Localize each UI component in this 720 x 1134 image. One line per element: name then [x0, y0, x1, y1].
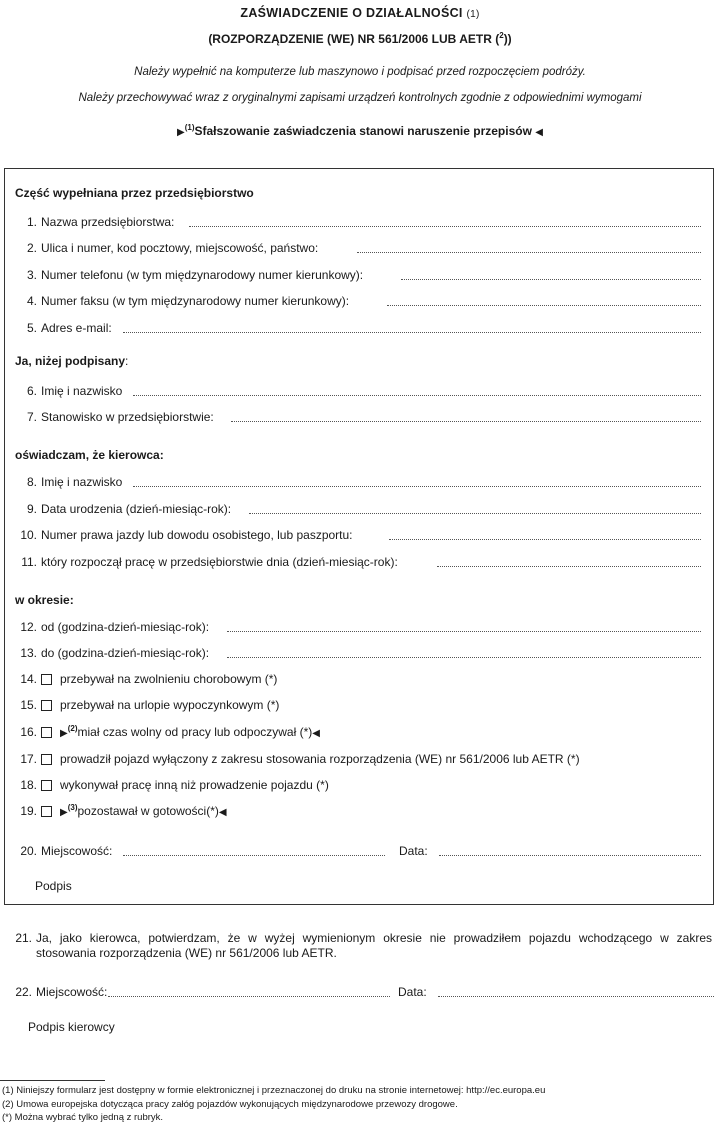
company-form-box: [4, 168, 714, 905]
field-label: Numer telefonu (w tym międzynarodowy numer kierunkowy):: [41, 268, 364, 282]
checkbox[interactable]: [41, 806, 52, 817]
check-sick-leave: 14. przebywał na zwolnieniu chorobowym (*): [20, 672, 278, 686]
fill-line[interactable]: [123, 332, 701, 333]
check-availability: 19. ▶$^{(3)}$pozostawał w gotowości(*)◀: [20, 803, 227, 818]
field-signer-position: 7. Stanowisko w przedsiębiorstwie:: [5, 409, 713, 425]
date-label: Data:: [398, 985, 427, 999]
fill-line[interactable]: [387, 305, 701, 306]
triangle-left-icon: ◀: [535, 127, 543, 138]
fill-line[interactable]: [249, 513, 701, 514]
driver-confirmation-line2: stosowania rozporządzenia (WE) nr 561/2006 lub AETR.: [36, 946, 337, 960]
fill-line[interactable]: [357, 252, 701, 253]
fill-line[interactable]: [133, 395, 701, 396]
footnote-ref: 2: [499, 31, 504, 40]
triangle-left-icon: ◀: [218, 807, 227, 818]
driver-signature-label: Podpis kierowcy: [28, 1020, 115, 1034]
fill-line[interactable]: [189, 226, 701, 227]
triangle-right-icon: ▶: [60, 807, 68, 818]
field-driver-birthdate: 9. Data urodzenia (dzień-miesiąc-rok):: [5, 501, 713, 517]
check-other-work: 18. wykonywał pracę inną niż prowadzenie pojazdu (*): [20, 778, 329, 792]
checkbox[interactable]: [41, 780, 52, 791]
fill-line-place[interactable]: [123, 855, 385, 856]
field-label: który rozpoczął pracę w przedsiębiorstwie dnia (dzień-miesiąc-rok):: [41, 555, 398, 569]
driver-place-date: 22. Miejscowość: Data:: [4, 984, 716, 1000]
field-label: Adres e-mail:: [41, 321, 112, 335]
footnote-ref: (1): [184, 123, 195, 132]
field-label: Nazwa przedsiębiorstwa:: [41, 215, 175, 229]
date-label: Data:: [399, 844, 428, 858]
field-fax: 4. Numer faksu (w tym międzynarodowy numer kierunkowy):: [5, 293, 713, 309]
place-label: Miejscowość:: [36, 985, 108, 999]
field-label: Imię i nazwisko: [41, 384, 123, 398]
section-company-heading: Część wypełniana przez przedsiębiorstwo: [15, 186, 254, 200]
fill-line[interactable]: [227, 631, 701, 632]
signature-label: Podpis: [35, 879, 72, 893]
fill-line[interactable]: [227, 657, 701, 658]
field-label: Ulica i numer, kod pocztowy, miejscowość, państwo:: [41, 241, 319, 255]
form-subtitle: (ROZPORZĄDZENIE (WE) NR 561/2006 LUB AETR ($^2$)): [208, 31, 512, 46]
field-signer-name: 6. Imię i nazwisko: [5, 383, 713, 399]
fill-line[interactable]: [437, 566, 701, 567]
checkbox[interactable]: [41, 674, 52, 685]
fill-line-date[interactable]: [439, 855, 701, 856]
checkbox[interactable]: [41, 754, 52, 765]
field-period-from: 12. od (godzina-dzień-miesiąc-rok):: [5, 619, 713, 635]
place-label: Miejscowość:: [41, 844, 113, 858]
driver-confirmation-line1: Ja, jako kierowca, potwierdzam, że w wyżej wymienionym okresie nie prowadziłem pojazdu wchodzącego w zakres: [36, 931, 712, 945]
footnote-ref: (2): [67, 724, 78, 733]
field-email: 5. Adres e-mail:: [5, 320, 713, 336]
footnote-ref: (3): [67, 803, 78, 812]
field-period-to: 13. do (godzina-dzień-miesiąc-rok):: [5, 645, 713, 661]
field-phone: 3. Numer telefonu (w tym międzynarodowy numer kierunkowy):: [5, 267, 713, 283]
field-driver-name: 8. Imię i nazwisko: [5, 474, 713, 490]
footnote-1: (1) Niniejszy formularz jest dostępny w formie elektronicznej i przeznaczonej do druku na stronie internetowej: http://ec.europa.eu: [2, 1085, 546, 1096]
footnote-ref: (1): [466, 9, 480, 20]
field-label: Numer faksu (w tym międzynarodowy numer kierunkowy):: [41, 294, 350, 308]
instruction-fill: Należy wypełnić na komputerze lub maszynowo i podpisać przed rozpoczęciem podróży.: [134, 66, 586, 78]
fill-line[interactable]: [231, 421, 701, 422]
checkbox[interactable]: [41, 700, 52, 711]
section-declare-heading: oświadczam, że kierowca:: [15, 448, 164, 462]
field-driver-license: 10. Numer prawa jazdy lub dowodu osobistego, lub paszportu:: [5, 527, 713, 543]
fill-line[interactable]: [389, 539, 701, 540]
field-address: 2. Ulica i numer, kod pocztowy, miejscowość, państwo:: [5, 240, 713, 256]
triangle-left-icon: ◀: [312, 728, 320, 739]
triangle-right-icon: ▶: [60, 728, 68, 739]
field-label: Numer prawa jazdy lub dowodu osobistego, lub paszportu:: [41, 528, 353, 542]
field-driver-start-date: 11. który rozpoczął pracę w przedsiębiorstwie dnia (dzień-miesiąc-rok):: [5, 554, 713, 570]
fill-line[interactable]: [401, 279, 701, 280]
field-label: do (godzina-dzień-miesiąc-rok):: [41, 646, 210, 660]
fill-line-place[interactable]: [108, 996, 390, 997]
section-undersigned-heading: Ja, niżej podpisany:: [15, 354, 129, 368]
check-rest: 16. ▶$^{(2)}$miał czas wolny od pracy lub odpoczywał (*)◀: [20, 724, 320, 739]
field-label: Data urodzenia (dzień-miesiąc-rok):: [41, 502, 232, 516]
checkbox[interactable]: [41, 727, 52, 738]
field-place-date: 20. Miejscowość: Data:: [5, 843, 713, 859]
fill-line-date[interactable]: [438, 996, 714, 997]
instruction-keep: Należy przechowywać wraz z oryginalnymi zapisami urządzeń kontrolnych zgodnie z odpowiednimi wymogami: [78, 92, 642, 104]
form-title: ZAŚWIADCZENIE O DZIAŁALNOŚCI (1): [240, 6, 480, 20]
check-exempt-vehicle: 17. prowadził pojazd wyłączony z zakresu stosowania rozporządzenia (WE) nr 561/2006 lub AETR (*): [20, 752, 580, 766]
forgery-warning: ▶$^{(1)}$Sfałszowanie zaświadczenia stanowi naruszenie przepisów ◀: [177, 123, 543, 138]
section-period-heading: w okresie:: [15, 593, 74, 607]
check-vacation: 15. przebywał na urlopie wypoczynkowym (*): [20, 698, 280, 712]
triangle-right-icon: ▶: [177, 127, 185, 138]
fill-line[interactable]: [133, 486, 701, 487]
field-company-name: 1. Nazwa przedsiębiorstwa:: [5, 214, 713, 230]
item-number: 21.: [15, 931, 32, 945]
footnote-divider: [0, 1080, 105, 1081]
footnote-star: (*) Można wybrać tylko jedną z rubryk.: [2, 1112, 164, 1123]
field-label: Imię i nazwisko: [41, 475, 123, 489]
field-label: od (godzina-dzień-miesiąc-rok):: [41, 620, 210, 634]
footnote-2: (2) Umowa europejska dotycząca pracy załóg pojazdów wykonujących międzynarodowe przewozy drogowe.: [2, 1099, 458, 1110]
field-label: Stanowisko w przedsiębiorstwie:: [41, 410, 214, 424]
